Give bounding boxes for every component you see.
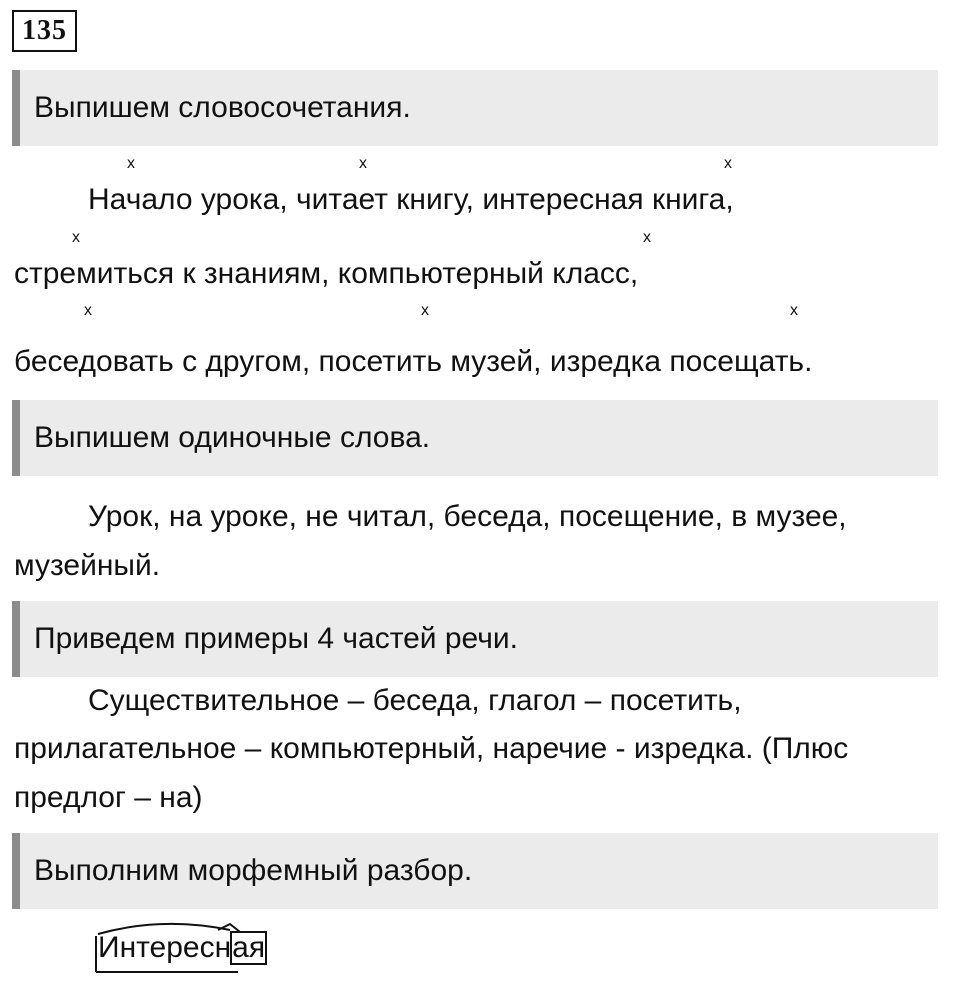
text-line: Начало урока, читает книгу, интересная книга, bbox=[88, 183, 734, 216]
stress-mark: x bbox=[359, 155, 367, 172]
task-number: 135 bbox=[12, 10, 77, 52]
text-line: музейный. bbox=[14, 549, 161, 582]
morpheme-word bbox=[98, 930, 266, 966]
text-line: предлог – на) bbox=[14, 781, 203, 814]
section-heading-parts-of-speech: Приведем примеры 4 частей речи. bbox=[12, 601, 938, 677]
stress-mark: x bbox=[724, 155, 732, 172]
stress-mark: x bbox=[790, 302, 798, 319]
morpheme-ending: ая bbox=[232, 931, 266, 964]
stress-mark: x bbox=[127, 155, 135, 172]
stress-mark: x bbox=[72, 229, 80, 246]
morpheme-stem: Интересн bbox=[98, 931, 232, 964]
section-heading-collocations: Выпишем словосочетания. bbox=[12, 70, 938, 146]
stress-mark: x bbox=[84, 302, 92, 319]
section-heading-morpheme-analysis: Выполним морфемный разбор. bbox=[12, 833, 938, 909]
section-heading-single-words: Выпишем одиночные слова. bbox=[12, 400, 938, 476]
stress-mark: x bbox=[643, 229, 651, 246]
stress-mark: x bbox=[421, 302, 429, 319]
text-line: прилагательное – компьютерный, наречие - изредка. (Плюс bbox=[14, 732, 849, 765]
text-line: Существительное – беседа, глагол – посетить, bbox=[88, 684, 742, 717]
text-line: Урок, на уроке, не читал, беседа, посещение, в музее, bbox=[88, 500, 847, 533]
text-line: беседовать с другом, посетить музей, изредка посещать. bbox=[14, 345, 813, 378]
text-line: стремиться к знаниям, компьютерный класс, bbox=[14, 257, 639, 290]
